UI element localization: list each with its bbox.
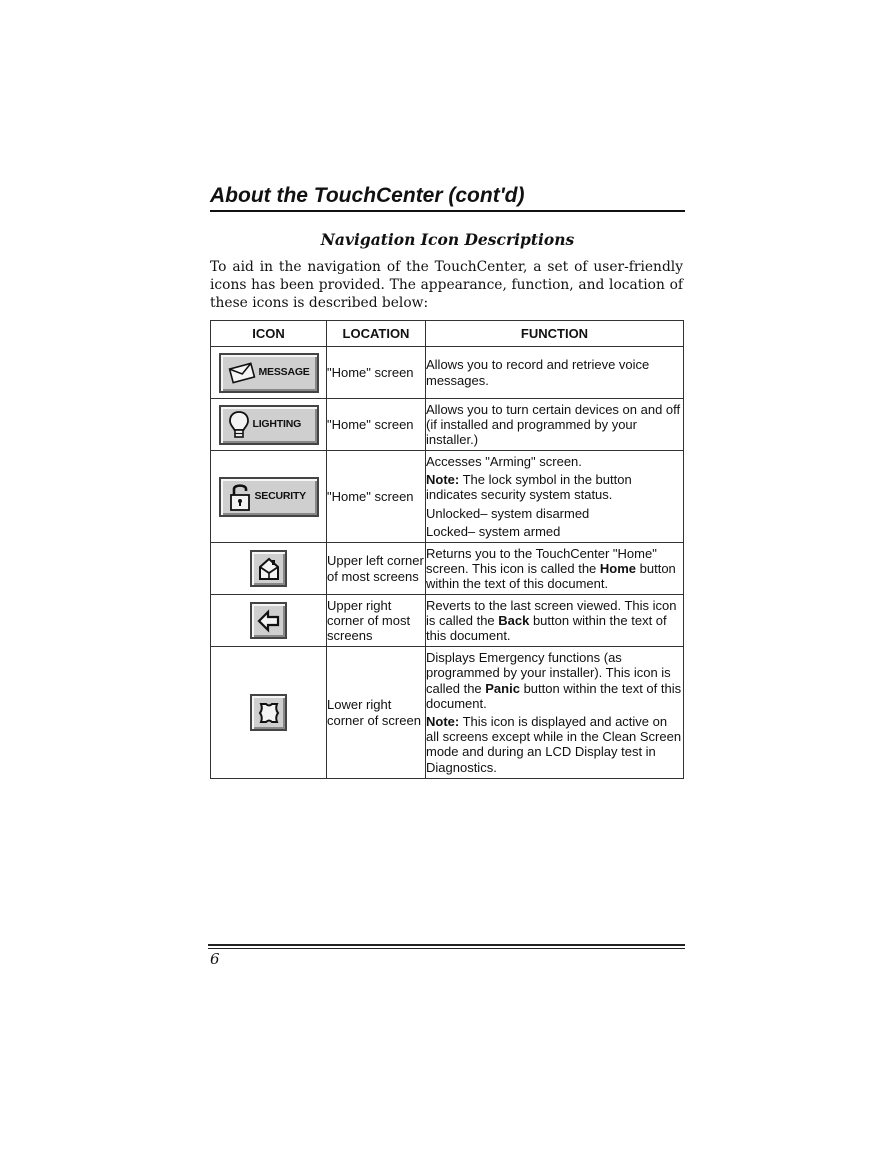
intro-paragraph: To aid in the navigation of the TouchCenter, a set of user-friendly icons has been provided. The appearance, function, and location of these icons is described below: (210, 259, 683, 311)
column-header-location: LOCATION (327, 321, 426, 347)
panic-icon (256, 701, 282, 725)
section-title: Navigation Icon Descriptions (320, 230, 575, 249)
table-header-row (211, 321, 684, 347)
icon-description-table (210, 320, 684, 779)
function-text (426, 650, 683, 711)
function-cell (426, 595, 684, 647)
button-name: Home (599, 560, 637, 576)
location-cell: Upper left corner of most screens (327, 543, 426, 595)
button-label: SECURITY (254, 489, 306, 502)
note-body: This icon is displayed and active on all screens except while in the Clean Screen mode and during an LCD Display test in Diagnostics. (426, 714, 682, 775)
panic-button (250, 694, 287, 731)
function-text-end: button within the text of this document. (426, 680, 682, 711)
icon-cell (211, 347, 327, 399)
note-text (426, 472, 683, 502)
note-label: Note: (426, 472, 460, 488)
table-row (211, 543, 684, 595)
home-button (250, 550, 287, 587)
table-row (211, 595, 684, 647)
icon-cell (211, 543, 327, 595)
home-icon (256, 556, 282, 582)
message-button (219, 353, 319, 393)
function-cell: Allows you to record and retrieve voice messages. (426, 347, 684, 399)
function-cell (426, 647, 684, 779)
button-label: MESSAGE (258, 365, 310, 378)
function-text-start: Displays Emergency functions (as programmed by your installer). This icon is called the (426, 650, 671, 696)
location-cell: "Home" screen (327, 399, 426, 451)
note-body: The lock symbol in the button indicates security system status. (426, 472, 632, 503)
security-button (219, 477, 319, 517)
location-cell: Upper right corner of most screens (327, 595, 426, 647)
function-text-end: button within the text of this document. (426, 560, 676, 592)
column-header-function: FUNCTION (426, 321, 684, 347)
table-row (211, 347, 684, 399)
location-cell: "Home" screen (327, 347, 426, 399)
location-cell: Lower right corner of screen (327, 647, 426, 779)
function-text: Accesses "Arming" screen. (426, 453, 582, 469)
function-cell (426, 543, 684, 595)
function-text-end: button within the text of this document. (426, 612, 667, 644)
table-row (211, 399, 684, 451)
footer-rule-thin (208, 948, 685, 949)
footer-rule (208, 944, 685, 946)
note-label: Note: (426, 714, 460, 729)
function-text: Returns you to the TouchCenter "Home" screen. This icon is called the (426, 545, 657, 576)
table-row (211, 451, 684, 543)
icon-cell (211, 595, 327, 647)
function-cell: Allows you to turn certain devices on and off (if installed and programmed by your installer.) (426, 399, 684, 451)
column-header-icon: ICON (211, 321, 327, 347)
padlock-icon (228, 481, 252, 513)
page-number: 6 (210, 950, 220, 968)
page-title: About the TouchCenter (cont'd) (210, 184, 525, 207)
location-cell: "Home" screen (327, 451, 426, 543)
function-cell (426, 451, 684, 543)
function-text: Reverts to the last screen viewed. This icon is called the (426, 597, 677, 628)
icon-cell (211, 399, 327, 451)
back-button (250, 602, 287, 639)
icon-cell (211, 451, 327, 543)
lightbulb-icon (228, 410, 250, 440)
button-label: LIGHTING (252, 417, 302, 430)
back-arrow-icon (256, 608, 282, 634)
status-line-unlocked: Unlocked– system disarmed (426, 505, 590, 521)
button-name: Panic (485, 680, 520, 696)
button-name: Back (498, 612, 530, 628)
note-text (426, 714, 683, 775)
lighting-button (219, 405, 319, 445)
title-underline (210, 210, 685, 212)
status-line-locked: Locked– system armed (426, 523, 561, 539)
icon-cell (211, 647, 327, 779)
envelope-icon (228, 362, 256, 384)
table-row (211, 647, 684, 779)
